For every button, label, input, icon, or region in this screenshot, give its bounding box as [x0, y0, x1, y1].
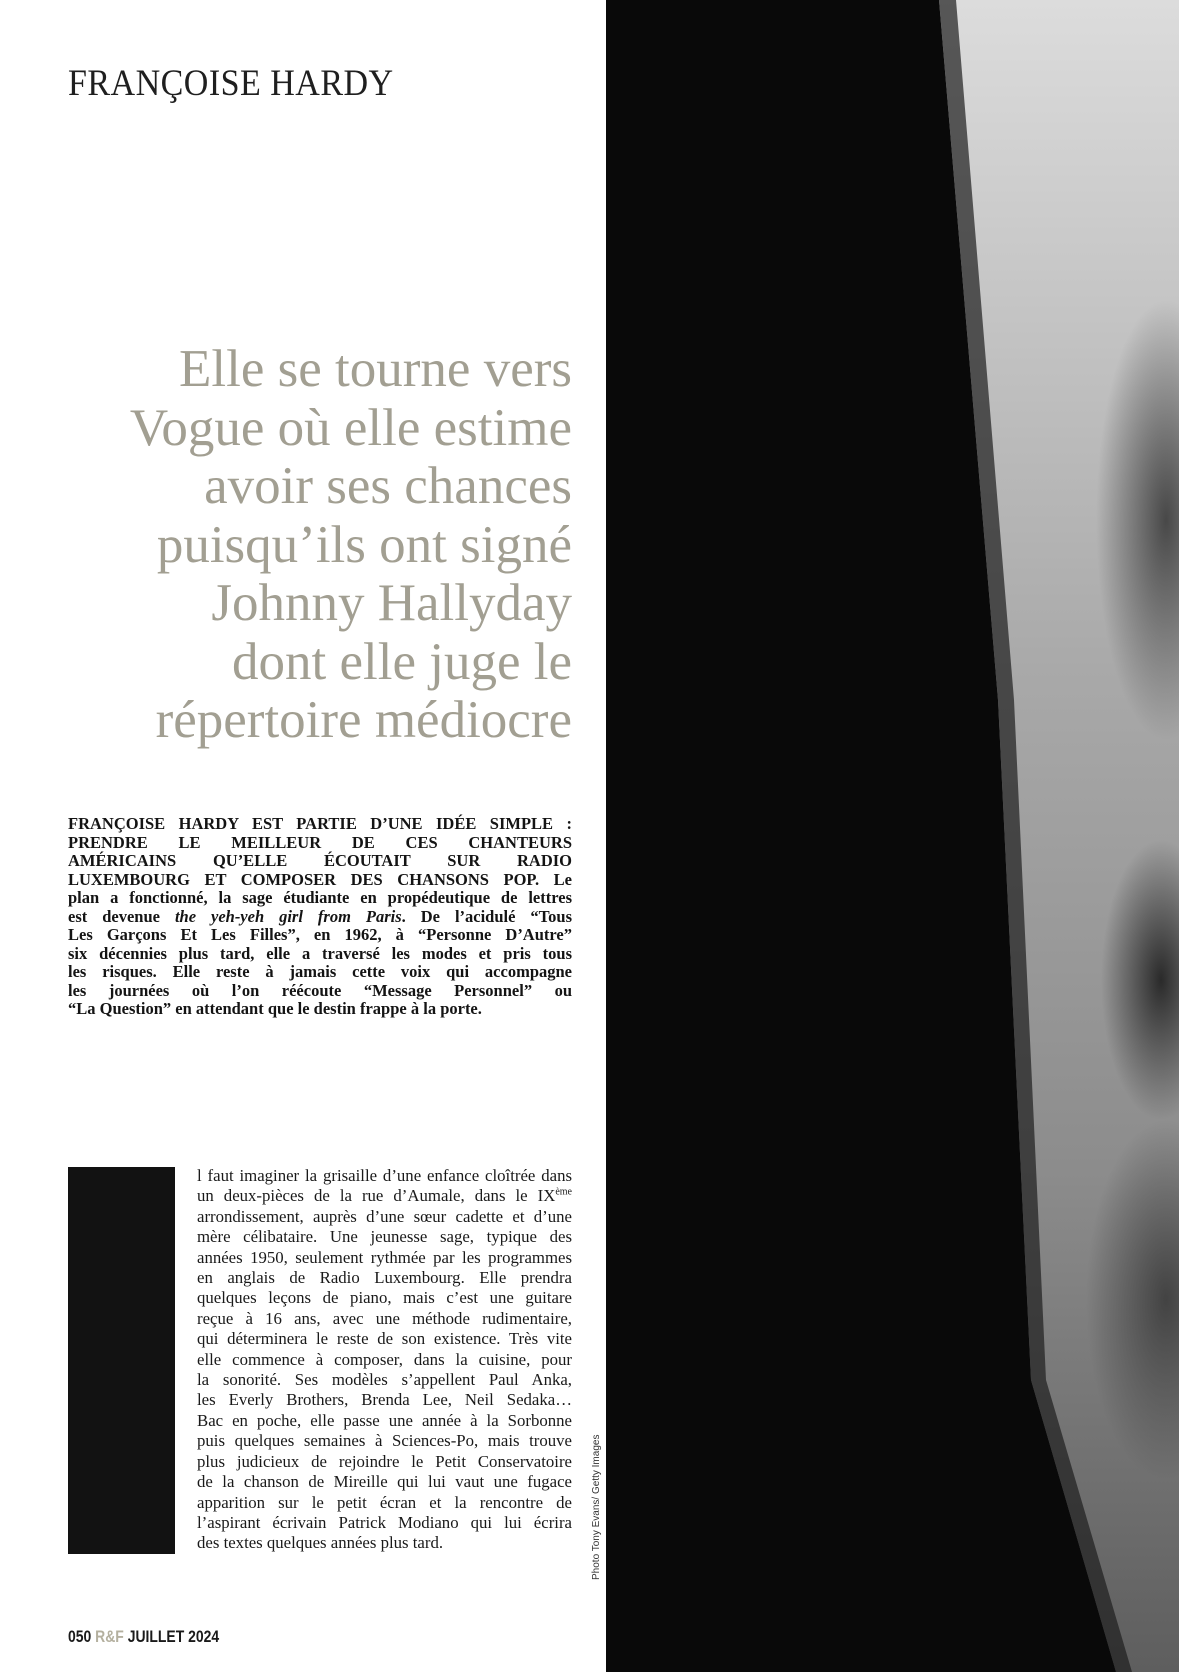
intro-line: six décennies plus tard, elle a traversé les modes et pris tous [68, 943, 572, 963]
intro-line: plan a fonctionné, la sage étudiante en propédeutique de lettres [68, 888, 572, 907]
article-line: elle commence à composer, dans la cuisine, pour [197, 1349, 572, 1369]
article-line: plus judicieux de rejoindre le Petit Conservatoire [197, 1451, 572, 1471]
article-text: un deux-pièces de la rue d’Aumale, dans le IX [197, 1186, 556, 1206]
intro-paragraph [68, 815, 572, 1019]
pull-quote-line: puisqu’ils ont signé [156, 515, 572, 574]
pull-quote-line: Johnny Hallyday [211, 574, 572, 632]
pull-quote-line: avoir ses chances [204, 457, 572, 515]
article-line: années 1950, seulement rythmée par les programmes [197, 1247, 572, 1267]
article-line: l faut imaginer la grisaille d’une enfance cloîtrée dans [197, 1166, 572, 1185]
intro-line: AMÉRICAINS QU’ELLE ÉCOUTAIT SUR RADIO [68, 851, 572, 870]
article-line: en anglais de Radio Luxembourg. Elle prendra [197, 1268, 572, 1288]
article-line: qui déterminera le reste de son existence. Très vite [197, 1329, 572, 1349]
intro-line: FRANÇOISE HARDY EST PARTIE D’UNE IDÉE SIMPLE : [68, 814, 572, 833]
article-line: arrondissement, auprès d’une sœur cadette et d’une [197, 1206, 572, 1226]
intro-line: les risques. Elle reste à jamais cette voix qui accompagne [68, 962, 572, 981]
photo-credit: Photo Tony Evans/ Getty Images [591, 1434, 602, 1580]
article-line: des textes quelques années plus tard. [197, 1533, 444, 1553]
superscript: ème [555, 1186, 572, 1198]
article-line: mère célibataire. Une jeunesse sage, typique des [197, 1227, 572, 1247]
intro-line: PRENDRE LE MEILLEUR DE CES CHANTEURS [68, 832, 572, 852]
intro-line [68, 908, 572, 927]
intro-line: Les Garçons Et Les Filles”, en 1962, à “Personne D’Autre” [68, 925, 572, 944]
intro-line: LUXEMBOURG ET COMPOSER DES CHANSONS POP. Le [68, 869, 572, 889]
article-line [197, 1186, 572, 1206]
page-number: 050 [68, 1627, 92, 1646]
photo [606, 0, 1179, 1672]
intro-text: . De l’acidulé “Tous [401, 906, 572, 926]
article-line: reçue à 16 ans, avec une méthode rudimentaire, [197, 1308, 572, 1328]
article-line: les Everly Brothers, Brenda Lee, Neil Sedaka… [197, 1390, 572, 1410]
article-line: puis quelques semaines à Sciences-Po, mais trouve [197, 1431, 572, 1451]
pull-quote [60, 340, 572, 750]
photo-image [606, 0, 1179, 1672]
page-footer [68, 1627, 219, 1647]
drop-cap-block [68, 1167, 175, 1554]
pull-quote-line: Elle se tourne vers [179, 340, 572, 398]
article-line: l’aspirant écrivain Patrick Modiano qui lui écrira [197, 1512, 572, 1532]
magazine-brand: R&F [95, 1627, 124, 1646]
article-line: quelques leçons de piano, mais c’est une guitare [197, 1288, 572, 1308]
pull-quote-line: répertoire médiocre [155, 691, 572, 749]
article-body [197, 1166, 572, 1554]
issue-date: JUILLET 2024 [127, 1627, 220, 1646]
intro-line: “La Question” en attendant que le destin frappe à la porte. [68, 999, 482, 1018]
intro-text: est devenue [68, 906, 175, 926]
intro-line: les journées où l’on réécoute “Message Personnel” ou [68, 980, 572, 1000]
intro-italic: the yeh-yeh girl from Paris [174, 906, 402, 926]
article-line: Bac en poche, elle passe une année à la Sorbonne [197, 1410, 572, 1430]
article-line: la sonorité. Ses modèles s’appellent Paul Anka, [197, 1370, 572, 1390]
pull-quote-line: Vogue où elle estime [129, 398, 572, 457]
section-title: FRANÇOISE HARDY [68, 63, 394, 104]
article-line: de la chanson de Mireille qui lui vaut une fugace [197, 1472, 572, 1492]
article-line: apparition sur le petit écran et la rencontre de [197, 1492, 572, 1512]
pull-quote-line: dont elle juge le [232, 632, 572, 691]
